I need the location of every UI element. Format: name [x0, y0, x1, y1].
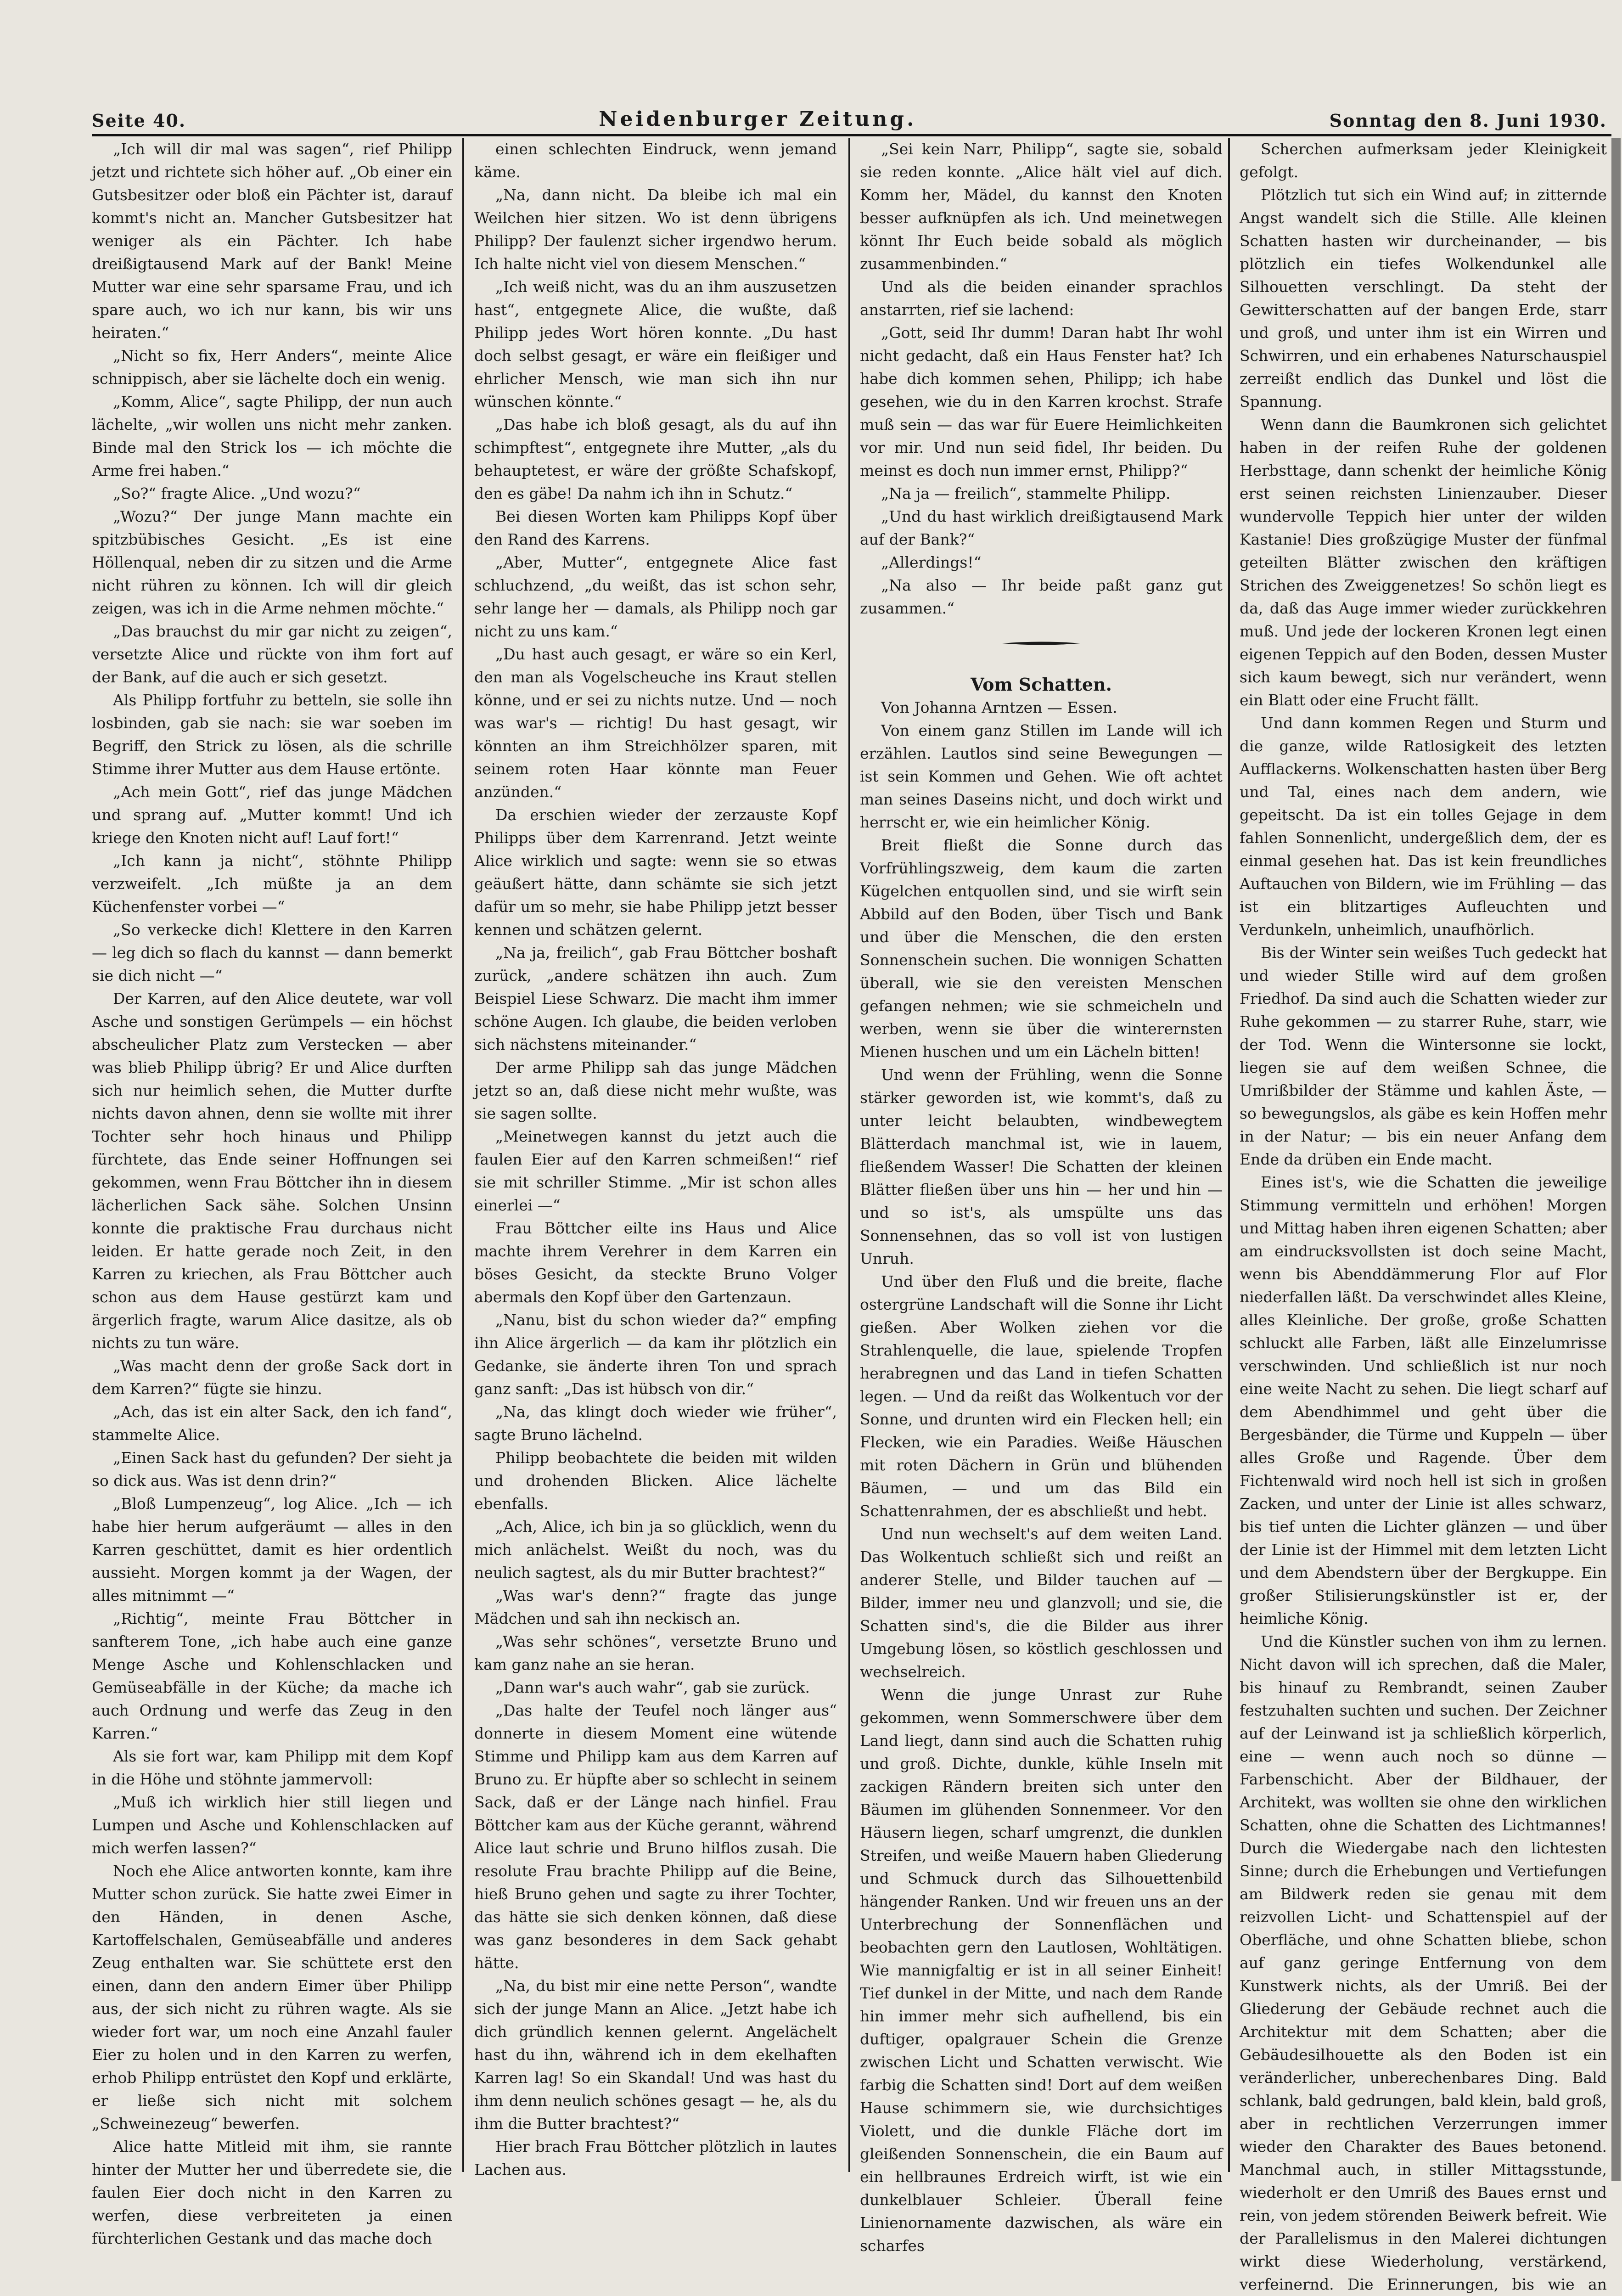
story-paragraph: Der arme Philipp sah das junge Mädchen jetzt so an, daß diese nicht mehr wußte, was sie sagen sollte.: [474, 1058, 837, 1122]
story-paragraph: „Was macht denn der große Sack dort in dem Karren?“ fügte sie hinzu.: [92, 1357, 452, 1398]
story-paragraph: „Das brauchst du mir gar nicht zu zeigen“, versetzte Alice und rückte von ihm fort auf der Bank, auf die auch er sich gesetzt.: [92, 622, 452, 686]
column-divider: [462, 138, 464, 2172]
story-ending: [860, 138, 1223, 620]
article-paragraph: Und dann kommen Regen und Sturm und die ganze, wilde Ratlosigkeit des letzten Aufflackerns. Wolkenschatten hasten über Berg und Tal, eines nach dem andern, wie gepeitscht. Da ist ein tolles Gejage in dem fahlen Sonnenlicht, undergeßlich dem, der es einmal gesehen hat. Das ist kein freundliches Auftauchen von Bildern, wie im Frühling — das ist ein blitzartiges Aufleuchten und Verdunkeln, unheimlich, unaufhörlich.: [1240, 714, 1607, 939]
scan-edge: [1611, 138, 1621, 2181]
issue-date: Sonntag den 8. Juni 1930.: [1329, 110, 1607, 131]
story-paragraph: „Das habe ich bloß gesagt, als du auf ihn schimpftest“, entgegnete ihre Mutter, „als du behauptetest, er wäre der größte Schafskopf, den es gäbe! Da nahm ich ihn in Schutz.“: [474, 416, 837, 502]
article-paragraph: Wenn die junge Unrast zur Ruhe gekommen, wenn Sommerschwere über dem Land liegt, dann sind auch die Schatten ruhig und groß. Dichte, dunkle, kühle Inseln mit zackigen Rändern breiten sich unter den Bäumen im glühenden Sonnenmeer. Vor den Häusern liegen, scharf umgrenzt, die dunklen Streifen, und weiße Mauern haben Gliederung und Schmuck durch das Silhouettenbild hängender Ranken. Und wir freuen uns an der Unterbrechung der Sonnenflächen und beobachten gern den Lautlosen, Wohltätigen. Wie mannigfaltig er ist in all seiner Einheit! Tief dunkel in der Mitte, und nach dem Rande hin immer mehr sich aufhellend, bis ein duftiger, opalgrauer Schein die Grenze zwischen Licht und Schatten verwischt. Wie farbig die Schatten sind! Dort auf dem weißen Hause schimmern sie, wie durchsichtiges Violett, und die dunkle Fläche dort im gleißenden Sonnenschein, die ein Baum auf ein hellbraunes Erdreich wirft, ist wie ein dunkelblauer Schleier. Überall feine Linienornamente dazwischen, als wäre ein scharfes: [860, 1686, 1223, 2255]
story-paragraph: „Dann war's auch wahr“, gab sie zurück.: [495, 1678, 810, 1696]
section-divider-ornament: [1002, 641, 1080, 646]
page-header: [92, 94, 1607, 131]
story-paragraph: „Was war's denn?“ fragte das junge Mädchen und sah ihn neckisch an.: [474, 1587, 837, 1627]
article-paragraph: Von einem ganz Stillen im Lande will ich erzählen. Lautlos sind seine Bewegungen — ist sein Kommen und Gehen. Wie oft achtet man seines Daseins nicht, und doch wirkt und herrscht er, wie ein heimlicher König.: [860, 721, 1223, 831]
story-paragraph: „Ach, das ist ein alter Sack, den ich fand“, stammelte Alice.: [92, 1403, 452, 1444]
story-paragraph: Als sie fort war, kam Philipp mit dem Kopf in die Höhe und stöhnte jammervoll:: [92, 1747, 452, 1788]
story-paragraph: Und als die beiden einander sprachlos anstarrten, rief sie lachend:: [860, 278, 1223, 319]
story-paragraph: „Komm, Alice“, sagte Philipp, der nun auch lächelte, „wir wollen uns nicht mehr zanken. Binde mal den Strick los — ich möchte die Arme frei haben.“: [92, 393, 452, 479]
story-paragraph: „Na, dann nicht. Da bleibe ich mal ein Weilchen hier sitzen. Wo ist denn übrigens Philipp? Der faulenzt sicher irgendwo herum. Ich halte nicht viel von diesem Menschen.“: [474, 186, 837, 273]
story-paragraph: Frau Böttcher eilte ins Haus und Alice machte ihrem Verehrer in dem Karren ein böses Gesicht, da steckte Bruno Volger abermals den Kopf über den Gartenzaun.: [474, 1219, 837, 1306]
story-paragraph: „Na also — Ihr beide paßt ganz gut zusammen.“: [860, 576, 1223, 617]
article-paragraph: Bis der Winter sein weißes Tuch gedeckt hat und wieder Stille wird auf dem großen Friedhof. Da sind auch die Schatten wieder zur Ruhe gekommen — zu starrer Ruhe, starr, wie der Tod. Wenn die Wintersonne sie lockt, liegen sie auf dem weißen Schnee, die Umrißbilder der Stämme und kahlen Äste, — so bewegungslos, als gäbe es kein Hoffen mehr in der Natur; — bis ein neuer Anfang dem Ende da drüben ein Ende macht.: [1240, 944, 1607, 1168]
story-paragraph: „Nanu, bist du schon wieder da?“ empfing ihn Alice ärgerlich — da kam ihr plötzlich ein Gedanke, sie änderte ihren Ton und sprach ganz sanft: „Das ist hübsch von dir.“: [474, 1311, 837, 1398]
story-paragraph: Hier brach Frau Böttcher plötzlich in lautes Lachen aus.: [474, 2138, 837, 2178]
story-paragraph: Noch ehe Alice antworten konnte, kam ihre Mutter schon zurück. Sie hatte zwei Eimer in den Händen, in denen Asche, Kartoffelschalen, Gemüseabfälle und anderes Zeug enthalten war. Sie schüttete erst den einen, dann den andern Eimer über Philipp aus, der sich nicht zu rühren wagte. Als sie wieder fort war, um noch eine Anzahl fauler Eier zu holen und in den Karren zu werfen, erhob Philipp entrüstet den Kopf und erklärte, er ließe sich nicht mit solchem „Schweinezeug“ bewerfen.: [92, 1862, 452, 2133]
story-paragraph: Philipp beobachtete die beiden mit wilden und drohenden Blicken. Alice lächelte ebenfalls.: [474, 1449, 837, 1513]
story-paragraph: Da erschien wieder der zerzauste Kopf Philipps über dem Karrenrand. Jetzt weinte Alice wirklich und sagte: wenn sie so etwas geäußert hätte, dann schämte sie sich jetzt dafür um so mehr, sie habe Philipp jetzt besser kennen und schätzen gelernt.: [474, 806, 837, 939]
article-paragraph: Eines ist's, wie die Schatten die jeweilige Stimmung vermitteln und erhöhen! Morgen und Mittag haben ihren eigenen Schatten; aber am eindrucksvollsten ist doch seine Macht, wenn bis Abenddämmerung Flor auf Flor niederfallen läßt. Da verschwindet alles Kleine, alles Kleinliche. Der große, große Schatten schluckt alle Farben, läßt alle Einzelumrisse verschwinden. Und schließlich ist nur noch eine weite Nacht zu sehen. Die liegt scharf auf dem Abendhimmel und geht über die Bergesbänder, die Türme und Kuppeln — über alles Große und Ragende. Über dem Fichtenwald wird noch hell ist sich in großen Zacken, und unter der Linie ist alles schwarz, bis tief unten die Lichter glänzen — und über der Linie ist der Himmel mit dem letzten Licht und dem Abendstern über der Bergkuppe. Ein großer Stilisierungskünstler ist er, der heimliche König.: [1240, 1173, 1607, 1627]
story-paragraph: „Allerdings!“: [881, 553, 982, 571]
article-title: Vom Schatten.: [971, 674, 1112, 695]
story-paragraph: „Aber, Mutter“, entgegnete Alice fast schluchzend, „du weißt, das ist schon sehr, sehr lange her — damals, als Philipp noch gar nicht zu uns kam.“: [474, 553, 837, 640]
story-paragraph: „Ich kann ja nicht“, stöhnte Philipp verzweifelt. „Ich müßte ja an dem Küchenfenster vorbei —“: [92, 852, 452, 916]
article-paragraph: Und über den Fluß und die breite, flache ostergrüne Landschaft will die Sonne ihr Licht gießen. Aber Wolken ziehen vor die Strahlenquelle, die laue, spielende Tropfen herabregnen und das Land in tiefen Schatten legen. — Und da reißt das Wolkentuch vor der Sonne, und drunten wird ein Flecken hell; ein Flecken, wie ein Paradies. Weiße Häuschen mit roten Dächern in Grün und blühenden Bäumen, — und um das Bild ein Schattenrahmen, der es abschließt und hebt.: [860, 1272, 1223, 1520]
story-paragraph: „Und du hast wirklich dreißigtausend Mark auf der Bank?“: [860, 507, 1223, 548]
story-paragraph: Der Karren, auf den Alice deutete, war voll Asche und sonstigen Gerümpels — ein höchst abscheulicher Platz zum Verstecken — aber was blieb Philipp übrig? Er und Alice durften sich nur heimlich sehen, die Mutter durfte nichts davon ahnen, denn sie wollte mit ihrer Tochter sehr hoch hinaus und Philipp fürchtete, das Ende seiner Hoffnungen sei gekommen, wenn Frau Böttcher ihn in diesem lächerlichen Sack sähe. Solchen Unsinn konnte die praktische Frau durchaus nicht leiden. Er hatte gerade noch Zeit, in den Karren zu kriechen, als Frau Böttcher auch schon aus dem Hause gestürzt kam und ärgerlich fragte, warum Alice dasitze, als ob nichts zu tun wäre.: [92, 990, 452, 1352]
story-paragraph: „Gott, seid Ihr dumm! Daran habt Ihr wohl nicht gedacht, daß ein Haus Fenster hat? Ich habe dich kommen sehen, Philipp; ich habe gesehen, wie du in den Karren krochst. Strafe muß sein — das war für Euere Heimlichkeiten vor mir. Und nun seid fidel, Ihr beiden. Du meinst es doch nun immer ernst, Philipp?“: [860, 324, 1223, 479]
story-paragraph: „Meinetwegen kannst du jetzt auch die faulen Eier auf den Karren schmeißen!“ rief sie mit schriller Stimme. „Mir ist schon alles einerlei —“: [474, 1127, 837, 1214]
story-paragraph: „Muß ich wirklich hier still liegen und Lumpen und Asche und Kohlenschlacken auf mich werfen lassen?“: [92, 1793, 452, 1857]
story-paragraph: „Du hast auch gesagt, er wäre so ein Kerl, den man als Vogelscheuche ins Kraut stellen könne, und er sei zu nichts nutze. Und — noch was war's — richtig! Du hast gesagt, wir könnten an ihm Streichhölzer sparen, mit seinem roten Haar könnte man Feuer anzünden.“: [474, 645, 837, 801]
story-paragraph: einen schlechten Eindruck, wenn jemand käme.: [474, 140, 837, 181]
story-paragraph: Als Philipp fortfuhr zu betteln, sie solle ihn losbinden, gab sie nach: sie war soeben im Begriff, den Strick zu lösen, als die schrille Stimme ihrer Mutter aus dem Hause ertönte.: [92, 691, 452, 778]
story-paragraph: „Ach, Alice, ich bin ja so glücklich, wenn du mich anlächelst. Weißt du noch, was du neulich sagtest, als du mir Butter brachtest?“: [474, 1518, 837, 1581]
column-divider: [1228, 138, 1230, 2172]
column-divider: [848, 138, 850, 2172]
story-paragraph: „Das halte der Teufel noch länger aus“ donnerte in diesem Moment eine wütende Stimme und Philipp kam aus dem Karren auf Bruno zu. Er hüpfte aber so schlecht in seinem Sack, daß er der Länge nach hinfiel. Frau Böttcher kam aus der Küche gerannt, während Alice laut schrie und Bruno hilflos zusah. Die resolute Frau brachte Philipp auf die Beine, hieß Bruno gehen und sagte zu ihrer Tochter, das hätte sie sich denken können, daß diese was ganz besonderes in dem Sack gehabt hätte.: [474, 1701, 837, 1972]
header-rule: [92, 134, 1611, 136]
article-paragraph: Wenn dann die Baumkronen sich gelichtet haben in der reifen Ruhe der goldenen Herbsttage, dann schenkt der heimliche König erst seinen reichsten Linienzauber. Dieser wundervolle Teppich hier unter der wilden Kastanie! Dies großzügige Muster der fünfmal geteilten Blätter zwischen den kräftigen Strichen des Zweiggenetzes! So schön liegt es da, daß das Auge immer wieder zurückkehren muß. Und jede der lockeren Kronen legt einen eigenen Teppich auf den Boden, dessen Muster sich kaum bewegt, sich nur verändert, wenn ein Blatt oder eine Frucht fällt.: [1240, 416, 1607, 709]
story-paragraph: „Sei kein Narr, Philipp“, sagte sie, sobald sie reden konnte. „Alice hält viel auf dich. Komm her, Mädel, du kannst den Knoten besser aufknüpfen als ich. Und meinetwegen könnt Ihr Euch beide sobald als möglich zusammenbinden.“: [860, 140, 1223, 273]
newspaper-masthead: Neidenburger Zeitung.: [599, 107, 917, 131]
story-paragraph: Alice hatte Mitleid mit ihm, sie rannte hinter der Mutter her und überredete sie, die faulen Eier doch nicht in den Karren zu werfen, diese verbreiteten ja einen fürchterlichen Gestank und das mache doch: [92, 2138, 452, 2247]
column-1: [92, 138, 452, 2247]
story-paragraph: „Richtig“, meinte Frau Böttcher in sanfterem Tone, „ich habe auch eine ganze Menge Asche und Kohlenschlacken und Gemüseabfälle in der Küche; da mache ich auch Ordnung und werfe das Zeug in den Karren.“: [92, 1609, 452, 1742]
story-paragraph: „Ich weiß nicht, was du an ihm auszusetzen hast“, entgegnete Alice, die wußte, daß Philipp jedes Wort hören konnte. „Du hast doch selbst gesagt, er wäre ein fleißiger und ehrlicher Mensch, wie man sich ihn nur wünschen könnte.“: [474, 278, 837, 411]
article-paragraph: Und wenn der Frühling, wenn die Sonne stärker geworden ist, wie kommt's, daß zu unter leicht belaubten, windbewegtem Blätterdach manchmal ist, wie in lauem, fließendem Wasser! Die Schatten der kleinen Blätter fließen über uns hin — her und hin — und so ist's, als umspülte uns das Sonnensehnen, das so voll ist von lustigen Unruh.: [860, 1066, 1223, 1267]
article-byline: Von Johanna Arntzen — Essen.: [881, 698, 1117, 716]
article-paragraph: Und nun wechselt's auf dem weiten Land. Das Wolkentuch schließt sich und reißt an anderer Stelle, und Bilder tauchen auf — Bilder, immer neu und glanzvoll; und sie, die Schatten sind's, die die Bilder aus ihrer Umgebung lösen, so köstlich geschlossen und wechselreich.: [860, 1525, 1223, 1681]
page-number: Seite 40.: [92, 110, 186, 131]
story-paragraph: „Wozu?“ Der junge Mann machte ein spitzbübisches Gesicht. „Es ist eine Höllenqual, neben dir zu sitzen und die Arme nicht rühren zu können. Ich will dir gleich zeigen, was ich in die Arme nehmen möchte.“: [92, 507, 452, 617]
article-paragraph: Scherchen aufmerksam jeder Kleinigkeit gefolgt.: [1240, 140, 1607, 181]
article-paragraph: Breit fließt die Sonne durch das Vorfrühlingszweig, dem kaum die zarten Kügelchen entquollen sind, und sie wirft sein Abbild auf den Boden, über Tisch und Bank und über die Menschen, die den ersten Sonnenschein suchen. Die wonnigen Schatten überall, wie sie den vereisten Menschen gefangen nehmen; wie sie schmeicheln und werben, wenn sie über die winterernsten Mienen huschen und um ein Lächeln bitten!: [860, 836, 1223, 1061]
story-paragraph: Bei diesen Worten kam Philipps Kopf über den Rand des Karrens.: [474, 507, 837, 548]
article-paragraph: Plötzlich tut sich ein Wind auf; in zitternde Angst wandelt sich die Stille. Alle kleinen Schatten hasten wir durcheinander, — bis plötzlich ein tiefes Wolkendunkel alle Silhouetten verschlingt. Da steht der Gewitterschatten auf der bangen Erde, starr und groß, und unter ihm ist ein Wirren und Schwirren, und ein erhabenes Naturschauspiel zerreißt endlich das Dunkel und löst die Spannung.: [1240, 186, 1607, 411]
story-paragraph: „Ich will dir mal was sagen“, rief Philipp jetzt und richtete sich höher auf. „Ob einer ein Gutsbesitzer oder bloß ein Pächter ist, darauf kommt's nicht an. Mancher Gutsbesitzer hat weniger als ein Pächter. Ich habe dreißigtausend Mark auf der Bank! Meine Mutter war eine sehr sparsame Frau, und ich spare auch, wo ich nur kann, bis wir uns heiraten.“: [92, 140, 452, 342]
story-paragraph: „So?“ fragte Alice. „Und wozu?“: [113, 484, 361, 502]
column-4: [1240, 138, 1607, 2293]
story-paragraph: „So verkecke dich! Klettere in den Karren — leg dich so flach du kannst — dann bemerkt sie dich nicht —“: [92, 921, 452, 985]
story-paragraph: „Nicht so fix, Herr Anders“, meinte Alice schnippisch, aber sie lächelte doch ein wenig.: [92, 347, 452, 388]
story-paragraph: „Bloß Lumpenzeug“, log Alice. „Ich — ich habe hier herum aufgeräumt — alles in den Karren geschüttet, damit es hier ordentlich aussieht. Morgen kommt ja der Wagen, der alles mitnimmt —“: [92, 1495, 452, 1604]
story-paragraph: „Na, das klingt doch wieder wie früher“, sagte Bruno lächelnd.: [474, 1403, 837, 1444]
column-3: [860, 138, 1223, 2255]
story-paragraph: „Na ja — freilich“, stammelte Philipp.: [881, 484, 1171, 502]
article-body: [860, 719, 1223, 2257]
story-paragraph: „Ach mein Gott“, rief das junge Mädchen und sprang auf. „Mutter kommt! Und ich kriege den Knoten nicht auf! Lauf fort!“: [92, 783, 452, 847]
story-paragraph: „Na ja, freilich“, gab Frau Böttcher boshaft zurück, „andere schätzen ihn auch. Zum Beispiel Liese Schwarz. Die macht ihm immer schöne Augen. Ich glaube, die beiden verloben sich nächstens miteinander.“: [474, 944, 837, 1053]
story-paragraph: „Na, du bist mir eine nette Person“, wandte sich der junge Mann an Alice. „Jetzt habe ich dich gründlich kennen gelernt. Angelächelt hast du ihn, während ich in dem ekelhaften Karren lag! So ein Skandal! Und was hast du ihm denn neulich schönes gesagt — he, als du ihm die Butter brachtest?“: [474, 1977, 837, 2133]
article-paragraph: Und die Künstler suchen von ihm zu lernen. Nicht davon will ich sprechen, daß die Maler, bis hinauf zu Rembrandt, seinen Zauber festzuhalten suchten und suchen. Der Zeichner auf der Leinwand ist ja schließlich körperlich, eine — wenn auch noch so dünne — Farbenschicht. Aber der Bildhauer, der Architekt, was wollten sie ohne den wirklichen Schatten, ohne die Schatten des Lichtmannes! Durch die Wiedergabe nach den lichtesten Sinne; durch die Erhebungen und Vertiefungen am Bildwerk reden sie genau mit dem reizvollen Licht- und Schattenspiel auf der Oberfläche, und ohne Schatten bliebe, schon auf ganz geringe Entfernung von dem Kunstwerk nichts, als der Umriß. Bei der Gliederung der Gebäude rechnet auch die Architektur mit dem Schatten; aber die Gebäudesilhouette als den Boden ist ein veränderlicher, unberechenbares Ding. Bald schlank, bald gedrungen, bald klein, bald groß, aber in rechtlichen Verzerrungen immer wieder den Charakter des Baues betonend. Manchmal auch, in stiller Mittagsstunde, wiederholt er den Umriß des Baues ernst und rein, von jedem störenden Beiwerk befreit. Wie der Parallelismus in den Malerei dichtungen wirkt diese Wiederholung, verstärkend, verfeinernd. Die Erinnerungen, bis wie an: [1240, 1632, 1607, 2293]
story-paragraph: „Einen Sack hast du gefunden? Der sieht ja so dick aus. Was ist denn drin?“: [92, 1449, 452, 1490]
story-paragraph: „Was sehr schönes“, versetzte Bruno und kam ganz nahe an sie heran.: [474, 1632, 837, 1673]
column-2: [474, 138, 837, 2181]
